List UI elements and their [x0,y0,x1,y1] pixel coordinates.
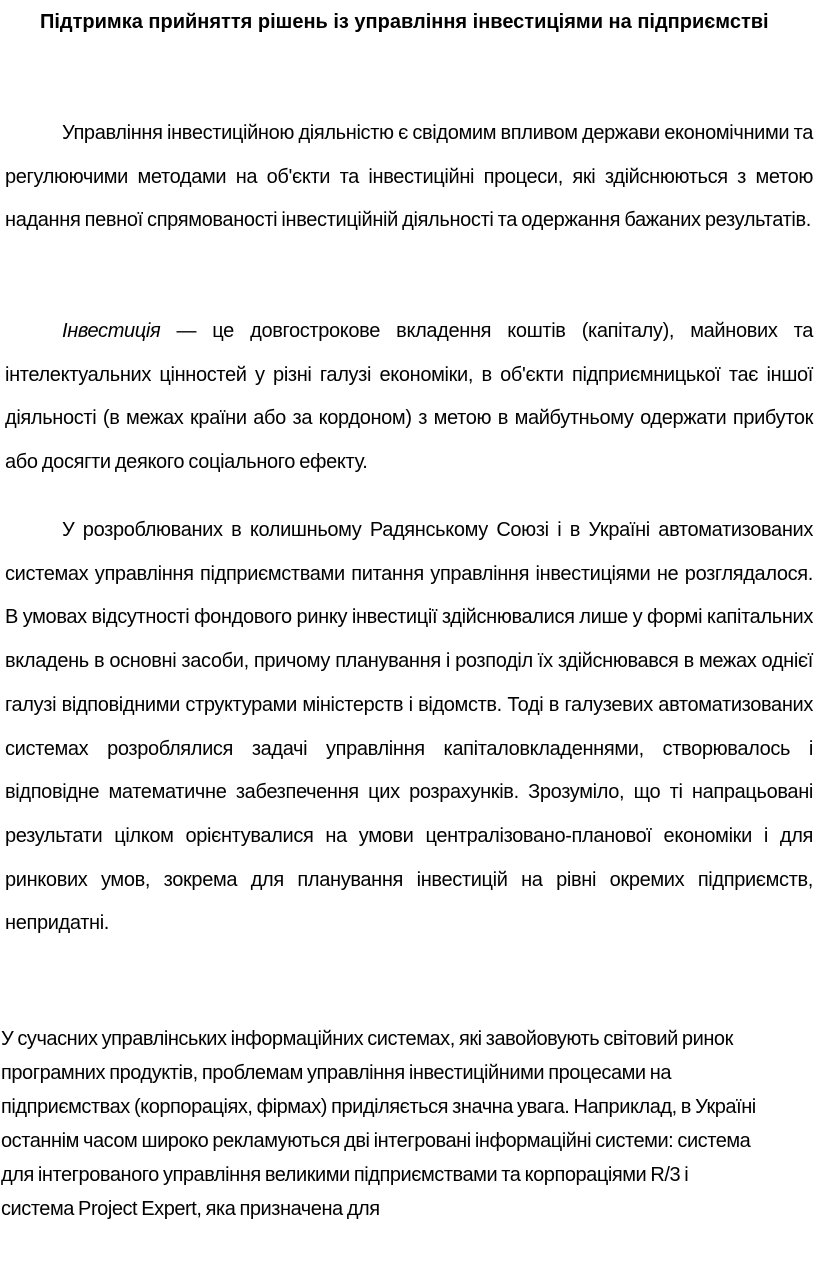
paragraph-modern-systems: У сучасних управлінських інформаційних системах, які завойовують світовий ринок програмних продуктів, проблемам управління інвестиційними процесами на підприємствах (корпораціях, фірмах) приділяється значна увага. Наприклад, в Україні останнім часом широко рекламуються дві інтегровані інформаційні системи: система для інтегрованого управління великими підприємствами та корпораціями R/3 і система Project Expert, яка призначена для [1,1028,756,1220]
paragraph-investment-definition [5,310,813,485]
term-investment: Інвестиція [62,320,161,342]
document-title: Підтримка прийняття рішень із управління інвестиціями на підприємстві [40,11,769,33]
paragraph-investment-management: Управління інвестиційною діяльністю є свідомим впливом держави економічними та регулюючими методами на об'єкти та інвестиційні процеси, які здійснюються з метою надання певної спрямованості інвестиційній діяльності та одержання бажаних результатів. [5,122,813,232]
investment-definition-text: — це довгострокове вкладення коштів (капіталу), майнових та інтелектуальних цінностей у різні галузі економіки, в об'єкти підприємницької тає іншої діяльності (в межах країни або за кордоном) з метою в майбутньому одержати прибуток або досягти деякого соціального ефекту. [5,320,813,474]
paragraph-automated-systems: У розроблюваних в колишньому Радянському Союзі і в Україні автоматизованих системах управління підприємствами питання управління інвестиціями не розглядалося. В умовах відсутності фондового ринку інвестиції здійснювалися лише у формі капітальних вкладень в основні засоби, причому планування і розподіл їх здійснювався в межах однієї галузі відповідними структурами міністерств і відомств. Тоді в галузевих автоматизованих системах розроблялися задачі управління капіталовкладеннями, створювалось і відповідне математичне забезпечення цих розрахунків. Зрозуміло, що ті напрацьовані результати цілком орієнтувалися на умови централізовано-планової економіки і для ринкових умов, зокрема для планування інвестицій на рівні окремих підприємств, непридатні. [5,519,813,935]
